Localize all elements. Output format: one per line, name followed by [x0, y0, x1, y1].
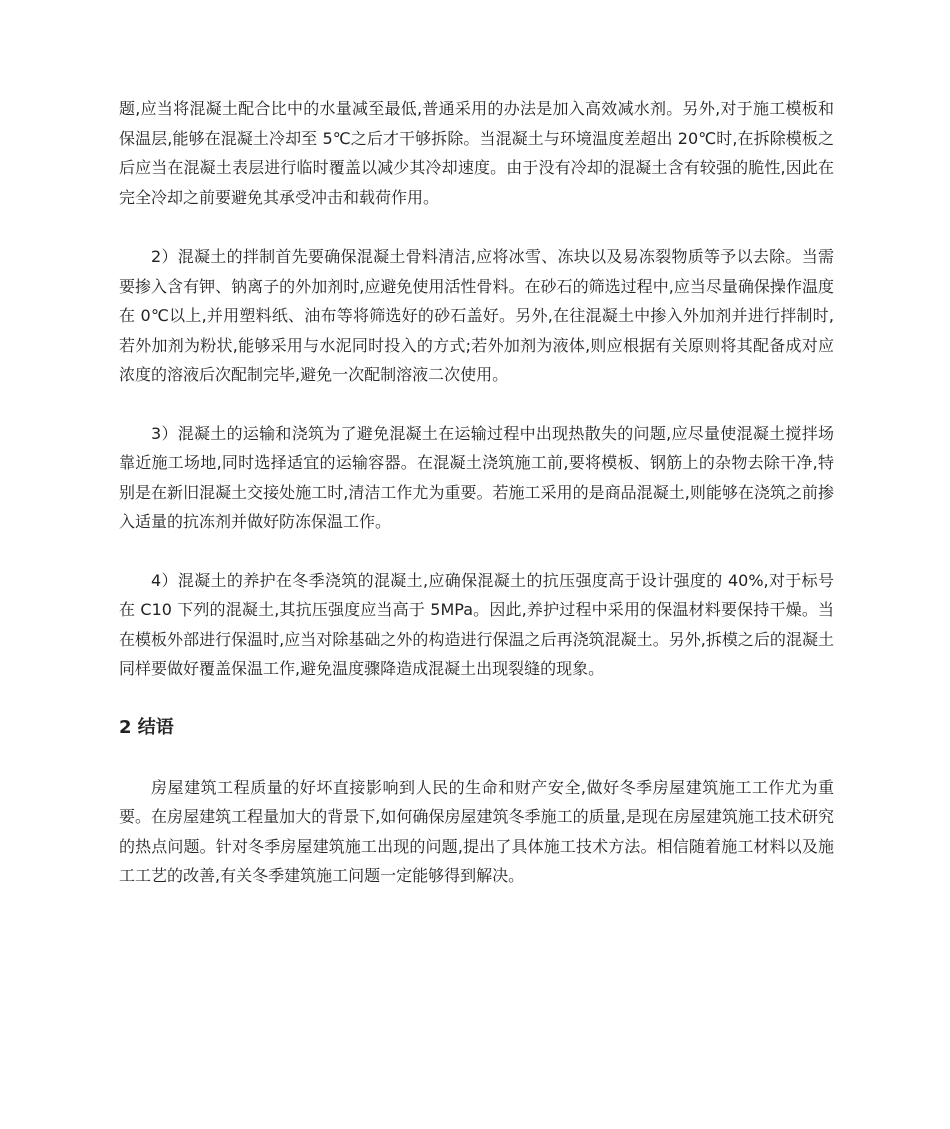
document-page: [119, 94, 834, 920]
paragraph-mixing: 2）混凝土的拌制首先要确保混凝土骨料清洁,应将冰雪、冻块以及易冻裂物质等予以去除。当需要掺入含有钾、钠离子的外加剂时,应避免使用活性骨料。在砂石的筛选过程中,应当尽量确保操作温度在 0℃以上,并用塑料纸、油布等将筛选好的砂石盖好。另外,在往混凝土中掺入外加剂并进行拌制时,若外加剂为粉状,能够采用与水泥同时投入的方式;若外加剂为液体,则应根据有关原则将其配备成对应浓度的溶液后次配制完毕,避免一次配制溶液二次使用。: [119, 247, 834, 384]
paragraph-curing: 4）混凝土的养护在冬季浇筑的混凝土,应确保混凝土的抗压强度高于设计强度的 40%,对于标号在 C10 下列的混凝土,其抗压强度应当高于 5MPa。因此,养护过程中采用的保温材料要保持干燥。当在模板外部进行保温时,应当对除基础之外的构造进行保温之后再浇筑混凝土。另外,拆模之后的混凝土同样要做好覆盖保温工作,避免温度骤降造成混凝土出现裂缝的现象。: [119, 570, 834, 678]
paragraph-conclusion: 房屋建筑工程质量的好坏直接影响到人民的生命和财产安全,做好冬季房屋建筑施工工作尤为重要。在房屋建筑工程量加大的背景下,如何确保房屋建筑冬季施工的质量,是现在房屋建筑施工技术研究的热点问题。针对冬季房屋建筑施工出现的问题,提出了具体施工技术方法。相信随着施工材料以及施工工艺的改善,有关冬季建筑施工问题一定能够得到解决。: [119, 777, 834, 885]
paragraph-continuation: 题,应当将混凝土配合比中的水量减至最低,普通采用的办法是加入高效减水剂。另外,对于施工模板和保温层,能够在混凝土冷却至 5℃之后才干够拆除。当混凝土与环境温度差超出 20℃时,在拆除模板之后应当在混凝土表层进行临时覆盖以减少其冷却速度。由于没有冷却的混凝土含有较强的脆性,因此在完全冷却之前要避免其承受冲击和载荷作用。: [119, 99, 834, 207]
section-heading-conclusion: 2 结语: [119, 716, 174, 738]
paragraph-transport-pouring: 3）混凝土的运输和浇筑为了避免混凝土在运输过程中出现热散失的问题,应尽量使混凝土搅拌场靠近施工场地,同时选择适宜的运输容器。在混凝土浇筑施工前,要将模板、钢筋上的杂物去除干净,特别是在新旧混凝土交接处施工时,清洁工作尤为重要。若施工采用的是商品混凝土,则能够在浇筑之前掺入适量的抗冻剂并做好防冻保温工作。: [119, 423, 834, 531]
